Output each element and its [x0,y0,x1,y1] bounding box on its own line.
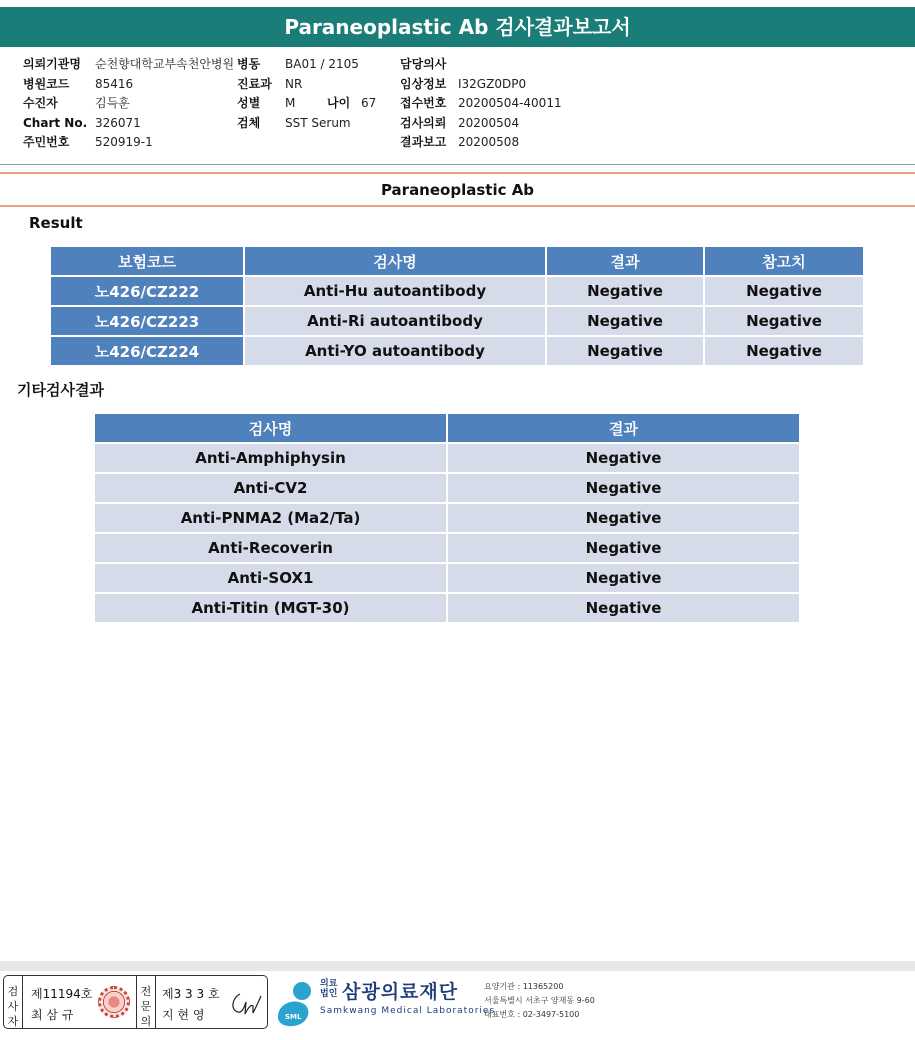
table-row [95,504,799,532]
info-label: 접수번호 [400,96,447,110]
specialist-label: 전 문 의 [140,985,152,1028]
info-value: I32GZ0DP0 [458,76,527,91]
info-value: 순천향대학교부속천안병원 [95,57,235,71]
table-row [95,534,799,562]
info-label: 주민번호 [23,135,70,149]
result-table [49,245,865,367]
info-value: 20200504-40011 [458,96,562,110]
test-name-cell: Anti-Recoverin [95,534,446,562]
info-row [23,133,234,153]
phone-number: 대표번호 : 02-3497-5100 [484,1010,580,1019]
reference-cell: Negative [705,307,863,335]
info-label: 검사의뢰 [400,115,447,130]
examiner-vertical-label [5,984,21,1029]
test-name-cell: Anti-Ri autoantibody [245,307,545,335]
info-row [400,55,562,75]
seal-icon [98,986,130,1018]
column-header: 참고치 [705,247,863,275]
report-title: Paraneoplastic Ab 검사결과보고서 [0,7,915,47]
info-label: 담당의사 [400,57,447,71]
signature-icon [228,988,264,1018]
table-header-row [95,414,799,442]
result-heading: Result [29,214,83,232]
info-row [23,55,234,75]
result-cell: Negative [448,594,799,622]
logo-badge-text: SML [285,1013,302,1021]
other-results-table [93,412,801,624]
logo-english-name: Samkwang Medical Laboratories [320,1006,496,1016]
divider [0,164,915,165]
info-row [400,75,562,95]
table-row [51,337,863,365]
institution-code: 요양기관 : 11365200 [484,982,564,991]
test-name-cell: Anti-PNMA2 (Ma2/Ta) [95,504,446,532]
column-header: 검사명 [95,414,446,442]
info-label: 병동 [237,57,261,71]
footer-divider [0,961,915,971]
test-name-cell: Anti-CV2 [95,474,446,502]
examiner-label: 검 사 자 [7,985,19,1028]
insurance-code-cell: 노426/CZ224 [51,337,243,365]
specialist-license-no: 제3 3 3 호 [162,987,220,1001]
result-cell: Negative [448,474,799,502]
table-row [95,594,799,622]
patient-info-col3 [400,55,562,153]
result-cell: Negative [448,444,799,472]
info-row [237,55,376,75]
info-label: 성별 [237,96,261,110]
other-results-heading: 기타검사결과 [17,381,104,399]
test-name-cell: Anti-Amphiphysin [95,444,446,472]
info-label: Chart No. [23,115,88,130]
address: 서울특별시 서초구 양재동 9-60 [484,996,595,1005]
info-value: 김득훈 [95,96,130,110]
divider [155,976,156,1028]
info-label: 나이 [327,96,351,110]
info-value: SST Serum [285,115,351,130]
table-row [95,474,799,502]
info-value: 326071 [95,115,141,130]
divider [22,976,23,1028]
examiner-name: 최 삼 규 [31,1008,74,1022]
contact-info [484,980,595,1022]
reference-cell: Negative [705,277,863,305]
result-cell: Negative [448,504,799,532]
info-row [400,133,562,153]
section-title: Paraneoplastic Ab [380,181,535,199]
specialist-vertical-label [138,984,154,1029]
column-header: 검사명 [245,247,545,275]
result-cell: Negative [547,307,703,335]
info-row [23,114,234,134]
specialist-name: 지 현 영 [162,1008,205,1022]
test-name-cell: Anti-Hu autoantibody [245,277,545,305]
info-value: 20200504 [458,115,520,130]
info-label: 검체 [237,115,261,130]
test-name-cell: Anti-Titin (MGT-30) [95,594,446,622]
divider [136,976,137,1028]
patient-info-col2 [237,55,376,133]
table-row [95,564,799,592]
column-header: 결과 [448,414,799,442]
insurance-code-cell: 노426/CZ222 [51,277,243,305]
sml-logo-icon [272,977,318,1029]
result-cell: Negative [448,564,799,592]
info-value: NR [285,76,303,91]
info-label: 의뢰기관명 [23,57,81,71]
column-header: 보험코드 [51,247,243,275]
info-value: 85416 [95,76,134,91]
info-label: 병원코드 [23,76,70,91]
info-row [237,94,376,114]
info-value: 20200508 [458,135,520,149]
insurance-code-cell: 노426/CZ223 [51,307,243,335]
reference-cell: Negative [705,337,863,365]
info-row [400,114,562,134]
table-row [51,277,863,305]
info-row [23,75,234,95]
info-value: M [285,96,296,110]
column-header: 결과 [547,247,703,275]
info-row [237,114,376,134]
info-value: BA01 / 2105 [285,57,359,71]
table-header-row [51,247,863,275]
table-row [95,444,799,472]
divider [0,172,915,174]
logo-name: 삼광의료재단 [342,981,459,1003]
result-cell: Negative [547,277,703,305]
examiner-license-no: 제11194호 [31,987,93,1001]
info-row [237,75,376,95]
result-cell: Negative [547,337,703,365]
test-name-cell: Anti-YO autoantibody [245,337,545,365]
signature-box [3,975,268,1029]
info-row [23,94,234,114]
result-cell: Negative [448,534,799,562]
info-value: 520919-1 [95,135,153,149]
info-label: 진료과 [237,76,272,91]
table-row [51,307,863,335]
info-value: 67 [361,96,377,110]
info-label: 임상정보 [400,76,447,91]
info-label: 수진자 [23,96,58,110]
logo-small-text: 의료법인 [320,979,338,999]
divider [0,205,915,207]
patient-info-col1 [23,55,234,153]
info-row [400,94,562,114]
info-label: 결과보고 [400,135,447,149]
test-name-cell: Anti-SOX1 [95,564,446,592]
